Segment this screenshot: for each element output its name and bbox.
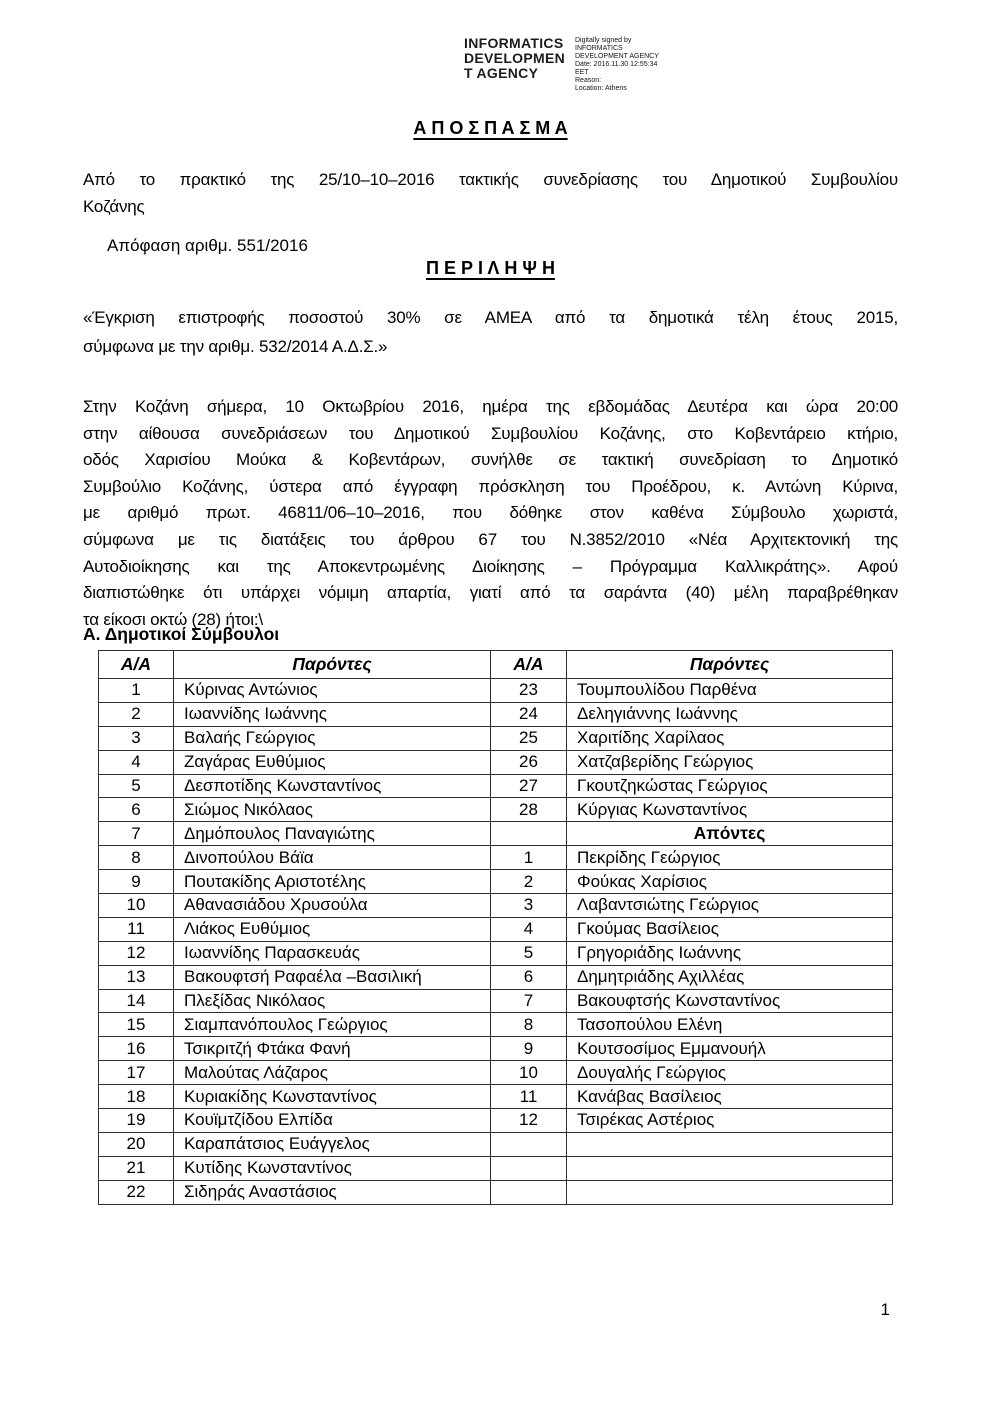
signature-details [575, 36, 675, 93]
cell-name: Ιωαννίδης Ιωάννης [174, 702, 491, 726]
table-row [99, 798, 893, 822]
signature-agency-name [464, 36, 566, 93]
cell-number: 5 [99, 774, 174, 798]
cell-number: 25 [491, 726, 567, 750]
decision-number: Απόφαση αριθμ. 551/2016 [107, 236, 308, 255]
cell-number: 16 [99, 1037, 174, 1061]
cell-name: Χαριτίδης Χαρίλαος [567, 726, 893, 750]
text-line: «Έγκριση επιστροφής ποσοστού 30% σε ΑΜΕΑ από τα δημοτικά τέλη έτους 2015, [83, 308, 898, 327]
cell-name: Βαλαής Γεώργιος [174, 726, 491, 750]
cell-name: Δουγαλής Γεώργιος [567, 1061, 893, 1085]
cell-number [491, 822, 567, 846]
table-row [99, 702, 893, 726]
table-row [99, 822, 893, 846]
cell-number: 10 [99, 894, 174, 918]
cell-name: Σιώμος Νικόλαος [174, 798, 491, 822]
cell-number: 26 [491, 750, 567, 774]
cell-number: 4 [491, 917, 567, 941]
header-aa-left: Α/Α [99, 651, 174, 679]
text-line: DEVELOPMENT AGENCY [575, 53, 659, 60]
table-row [99, 1061, 893, 1085]
cell-number: 7 [99, 822, 174, 846]
cell-name: Σιαμπανόπουλος Γεώργιος [174, 1013, 491, 1037]
cell-number: 4 [99, 750, 174, 774]
cell-number: 14 [99, 989, 174, 1013]
cell-name [567, 1180, 893, 1204]
cell-name: Δημητριάδης Αχιλλέας [567, 965, 893, 989]
table-row [99, 679, 893, 703]
cell-number: 11 [491, 1085, 567, 1109]
text-line: Date: 2016.11.30 12:55:34 [575, 61, 658, 68]
cell-name: Πεκρίδης Γεώργιος [567, 846, 893, 870]
cell-name: Τουμπουλίδου Παρθένα [567, 679, 893, 703]
cell-name: Λαβαντσιώτης Γεώργιος [567, 894, 893, 918]
cell-number: 2 [491, 870, 567, 894]
table-header-row [99, 651, 893, 679]
cell-name: Αθανασιάδου Χρυσούλα [174, 894, 491, 918]
table-row [99, 1037, 893, 1061]
text-line: Από το πρακτικό της 25/10–10–2016 τακτικής συνεδρίασης του Δημοτικού Συμβουλίου [83, 170, 898, 189]
cell-number: 10 [491, 1061, 567, 1085]
body-paragraph [83, 394, 898, 633]
cell-name [567, 1132, 893, 1156]
cell-name: Βακουφτσής Κωνσταντίνος [567, 989, 893, 1013]
text-line: DEVELOPMEN [464, 50, 566, 66]
summary-paragraph [83, 303, 898, 361]
text-line: T AGENCY [464, 65, 539, 81]
text-line: INFORMATICS [464, 35, 564, 51]
text-line: στην αίθουσα συνεδριάσεων του Δημοτικού Συμβουλίου Κοζάνης, στο Κοβεντάρειο κτήριο, [83, 423, 898, 443]
text-line: διαπιστώθηκε ότι υπάρχει νόμιμη απαρτία, γιατί από τα σαράντα (40) μέλη παραβρέθηκαν [83, 583, 898, 603]
text-line: Κοζάνης [83, 197, 145, 216]
header-present-right: Παρόντες [567, 651, 893, 679]
text-line: σύμφωνα με την αριθμ. 532/2014 Α.Δ.Σ.» [83, 337, 388, 356]
table-row [99, 1109, 893, 1133]
cell-number: 9 [491, 1037, 567, 1061]
cell-number: 15 [99, 1013, 174, 1037]
table-row [99, 870, 893, 894]
cell-name: Απόντες [567, 822, 893, 846]
cell-number: 28 [491, 798, 567, 822]
page-number: 1 [880, 1300, 890, 1319]
text-line: Reason: [575, 77, 602, 84]
table-row [99, 917, 893, 941]
cell-number: 11 [99, 917, 174, 941]
cell-name: Πουτακίδης Αριστοτέλης [174, 870, 491, 894]
cell-number: 6 [491, 965, 567, 989]
cell-number: 7 [491, 989, 567, 1013]
table-row [99, 1085, 893, 1109]
cell-number: 2 [99, 702, 174, 726]
council-members-table [98, 650, 893, 1205]
text-line: με αριθμό πρωτ. 46811/06–10–2016, που δόθηκε στον καθένα Σύμβουλο χωριστά, [83, 503, 898, 523]
text-line: EET [575, 69, 589, 76]
cell-number: 20 [99, 1132, 174, 1156]
cell-name: Κουϊμτζίδου Ελπίδα [174, 1109, 491, 1133]
cell-name: Φούκας Χαρίσιος [567, 870, 893, 894]
cell-name [567, 1156, 893, 1180]
text-line: τα είκοσι οκτώ (28) ήτοι:\ [83, 609, 263, 629]
cell-name: Τασοπούλου Ελένη [567, 1013, 893, 1037]
cell-number: 6 [99, 798, 174, 822]
section-heading: Α. Δημοτικοί Σύμβουλοι [83, 624, 280, 644]
cell-name: Λιάκος Ευθύμιος [174, 917, 491, 941]
table-row [99, 894, 893, 918]
cell-name: Κύργιας Κωνσταντίνος [567, 798, 893, 822]
cell-number: 5 [491, 941, 567, 965]
cell-name: Κανάβας Βασίλειος [567, 1085, 893, 1109]
table-row [99, 989, 893, 1013]
table-row [99, 1156, 893, 1180]
table-row [99, 1013, 893, 1037]
cell-number: 21 [99, 1156, 174, 1180]
cell-number: 27 [491, 774, 567, 798]
cell-name: Γκουτζηκώστας Γεώργιος [567, 774, 893, 798]
summary-title: Π Ε Ρ Ι Λ Η Ψ Η [426, 258, 555, 278]
cell-number: 12 [491, 1109, 567, 1133]
cell-name: Καραπάτσιος Ευάγγελος [174, 1132, 491, 1156]
cell-number: 8 [491, 1013, 567, 1037]
cell-name: Πλεξίδας Νικόλαος [174, 989, 491, 1013]
text-line: Στην Κοζάνη σήμερα, 10 Οκτωβρίου 2016, ημέρα της εβδομάδας Δευτέρα και ώρα 20:00 [83, 397, 898, 416]
cell-name: Κουτσοσίμος Εμμανουήλ [567, 1037, 893, 1061]
cell-name: Τσικριτζή Φτάκα Φανή [174, 1037, 491, 1061]
table-row [99, 1180, 893, 1204]
cell-number [491, 1132, 567, 1156]
cell-name: Κυριακίδης Κωνσταντίνος [174, 1085, 491, 1109]
cell-number: 9 [99, 870, 174, 894]
cell-number: 22 [99, 1180, 174, 1204]
council-table-body [99, 679, 893, 1205]
cell-name: Γκούμας Βασίλειος [567, 917, 893, 941]
table-row [99, 750, 893, 774]
table-row [99, 965, 893, 989]
cell-number: 12 [99, 941, 174, 965]
text-line: Location: Athens [575, 85, 627, 92]
cell-name: Ιωαννίδης Παρασκευάς [174, 941, 491, 965]
cell-name: Βακουφτσή Ραφαέλα –Βασιλική [174, 965, 491, 989]
text-line: INFORMATICS [575, 45, 623, 52]
cell-name: Δινοπούλου Βάϊα [174, 846, 491, 870]
cell-number: 19 [99, 1109, 174, 1133]
text-line: Αυτοδιοίκησης και της Αποκεντρωμένης Διοίκησης – Πρόγραμμα Καλλικράτης». Αφού [83, 556, 898, 576]
table-row [99, 726, 893, 750]
cell-name: Κύρινας Αντώνιος [174, 679, 491, 703]
text-line: Digitally signed by [575, 37, 632, 44]
cell-name: Σιδηράς Αναστάσιος [174, 1180, 491, 1204]
cell-name: Δεληγιάννης Ιωάννης [567, 702, 893, 726]
header-present-left: Παρόντες [174, 651, 491, 679]
table-row [99, 846, 893, 870]
document-title: Α Π Ο Σ Π Α Σ Μ Α [413, 118, 568, 138]
cell-number: 3 [99, 726, 174, 750]
digital-signature-block [464, 36, 675, 93]
cell-number: 17 [99, 1061, 174, 1085]
text-line: σύμφωνα με τις διατάξεις του άρθρου 67 του Ν.3852/2010 «Νέα Αρχιτεκτονική της [83, 529, 898, 549]
table-row [99, 941, 893, 965]
cell-name: Μαλούτας Λάζαρος [174, 1061, 491, 1085]
text-line: Συμβούλιο Κοζάνης, ύστερα από έγγραφη πρόσκληση του Προέδρου, κ. Αντώνη Κύρινα, [83, 476, 898, 496]
cell-number: 8 [99, 846, 174, 870]
text-line: οδός Χαρισίου Μούκα & Κοβεντάρων, συνήλθε σε τακτική συνεδρίαση το Δημοτικό [83, 450, 898, 470]
cell-number [491, 1180, 567, 1204]
cell-name: Κυτίδης Κωνσταντίνος [174, 1156, 491, 1180]
cell-name: Τσιρέκας Αστέριος [567, 1109, 893, 1133]
table-row [99, 1132, 893, 1156]
cell-number: 1 [99, 679, 174, 703]
cell-name: Ζαγάρας Ευθύμιος [174, 750, 491, 774]
cell-name: Δεσποτίδης Κωνσταντίνος [174, 774, 491, 798]
cell-name: Χατζαβερίδης Γεώργιος [567, 750, 893, 774]
table-row [99, 774, 893, 798]
cell-number: 1 [491, 846, 567, 870]
cell-number: 3 [491, 894, 567, 918]
cell-name: Γρηγοριάδης Ιωάννης [567, 941, 893, 965]
cell-number: 13 [99, 965, 174, 989]
cell-number: 23 [491, 679, 567, 703]
cell-number [491, 1156, 567, 1180]
cell-name: Δημόπουλος Παναγιώτης [174, 822, 491, 846]
cell-number: 24 [491, 702, 567, 726]
intro-paragraph [83, 166, 898, 220]
cell-number: 18 [99, 1085, 174, 1109]
header-aa-right: Α/Α [491, 651, 567, 679]
